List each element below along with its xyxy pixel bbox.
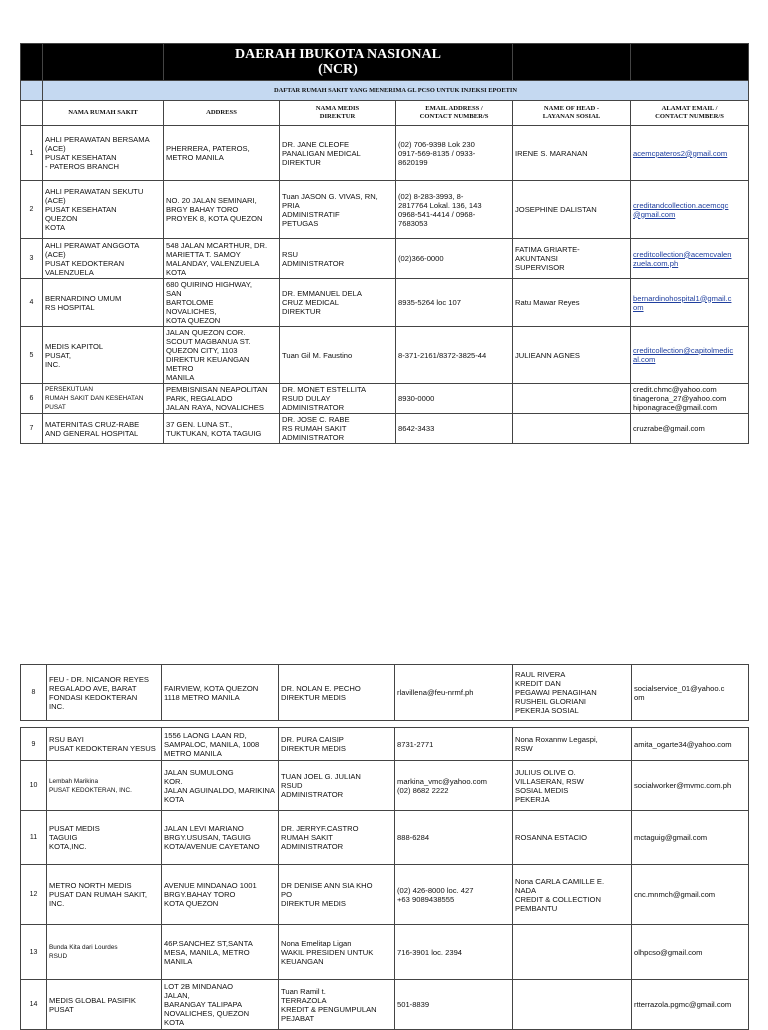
- social-service-head: IRENE S. MARANAN: [513, 126, 631, 181]
- row-number: 6: [21, 384, 43, 414]
- social-service-head: [513, 414, 631, 444]
- medical-director: DR. MONET ESTELLITA RSUD DULAY ADMINISTRATOR: [280, 384, 396, 414]
- table-row: [21, 865, 749, 925]
- table-row: [21, 414, 749, 444]
- row-number: 1: [21, 126, 43, 181]
- hospital-address: 46P.SANCHEZ ST,SANTA MESA, MANILA, METRO MANILA: [162, 925, 279, 980]
- page-title: DAERAH IBUKOTA NASIONAL (NCR): [164, 44, 513, 81]
- email-contact[interactable]: bernardinohospital1@gmail.c om: [631, 279, 749, 327]
- social-service-head: Nona CARLA CAMILLE E. NADA CREDIT & COLLECTION PEMBANTU: [513, 865, 632, 925]
- social-service-head: FATIMA GRIARTE- AKUNTANSI SUPERVISOR: [513, 239, 631, 279]
- email-contact: cnc.mnmch@gmail.com: [632, 865, 749, 925]
- medical-director: Tuan JASON G. VIVAS, RN, PRIA ADMINISTRATIF PETUGAS: [280, 181, 396, 239]
- hospital-name: AHLI PERAWATAN SEKUTU (ACE) PUSAT KESEHATAN QUEZON KOTA: [43, 181, 164, 239]
- table-row: [21, 980, 749, 1030]
- hospital-table-bottom-b: [20, 727, 749, 1030]
- social-service-head: [513, 980, 632, 1030]
- row-number: 14: [21, 980, 47, 1030]
- hospital-table-bottom-a: [20, 664, 749, 721]
- table-row: [21, 384, 749, 414]
- contact-number: rlavillena@feu-nrmf.ph: [395, 665, 513, 721]
- medical-director: DR. NOLAN E. PECHO DIREKTUR MEDIS: [279, 665, 395, 721]
- contact-number: 8731-2771: [395, 728, 513, 761]
- page-subtitle: DAFTAR RUMAH SAKIT YANG MENERIMA GL PCSO UNTUK INJEKSI EPOETIN: [43, 81, 749, 101]
- contact-number: 8642-3433: [396, 414, 513, 444]
- email-contact[interactable]: acemcpateros2@gmail.com: [631, 126, 749, 181]
- hospital-address: PEMBISNISAN NEAPOLITAN PARK, REGALADO JALAN RAYA, NOVALICHES: [164, 384, 280, 414]
- header-director: NAMA MEDIS DIREKTUR: [280, 101, 396, 126]
- hospital-name: PUSAT MEDIS TAGUIG KOTA,INC.: [47, 811, 162, 865]
- row-number: 9: [21, 728, 47, 761]
- email-contact: socialservice_01@yahoo.c om: [632, 665, 749, 721]
- header-head: NAME OF HEAD - LAYANAN SOSIAL: [513, 101, 631, 126]
- medical-director: DR. JERRYF.CASTRO RUMAH SAKIT ADMINISTRATOR: [279, 811, 395, 865]
- hospital-address: 37 GEN. LUNA ST., TUKTUKAN, KOTA TAGUIG: [164, 414, 280, 444]
- social-service-head: RAUL RIVERA KREDIT DAN PEGAWAI PENAGIHAN RUSHEIL GLORIANI PEKERJA SOSIAL: [513, 665, 632, 721]
- email-contact: cruzrabe@gmail.com: [631, 414, 749, 444]
- header-address: ADDRESS: [164, 101, 280, 126]
- table-row: [21, 327, 749, 384]
- contact-number: (02) 426-8000 loc. 427 +63 9089438555: [395, 865, 513, 925]
- hospital-address: FAIRVIEW, KOTA QUEZON 1118 METRO MANILA: [162, 665, 279, 721]
- header-email: ALAMAT EMAIL / CONTACT NUMBER/S: [631, 101, 749, 126]
- table-row: [21, 925, 749, 980]
- hospital-name: AHLI PERAWAT ANGGOTA (ACE) PUSAT KEDOKTERAN VALENZUELA: [43, 239, 164, 279]
- social-service-head: Nona Roxannw Legaspi, RSW: [513, 728, 632, 761]
- medical-director: Tuan Ramil t. TERRAZOLA KREDIT & PENGUMPULAN PEJABAT: [279, 980, 395, 1030]
- social-service-head: Ratu Mawar Reyes: [513, 279, 631, 327]
- hospital-address: 548 JALAN MCARTHUR, DR. MARIETTA T. SAMOY MALANDAY, VALENZUELA KOTA: [164, 239, 280, 279]
- hospital-name: FEU - DR. NICANOR REYES REGALADO AVE, BARAT FONDASI KEDOKTERAN INC.: [47, 665, 162, 721]
- hospital-address: JALAN SUMULONG KOR. JALAN AGUINALDO, MARIKINA KOTA: [162, 761, 279, 811]
- table-row: [21, 665, 749, 721]
- medical-director: DR DENISE ANN SIA KHO PO DIREKTUR MEDIS: [279, 865, 395, 925]
- hospital-name: MATERNITAS CRUZ-RABE AND GENERAL HOSPITAL: [43, 414, 164, 444]
- medical-director: Nona Emelitap Ligan WAKIL PRESIDEN UNTUK KEUANGAN: [279, 925, 395, 980]
- medical-director: TUAN JOEL G. JULIAN RSUD ADMINISTRATOR: [279, 761, 395, 811]
- contact-number: (02) 8-283-3993, 8- 2817764 Lokal. 136, 143 0968-541-4414 / 0968- 7683053: [396, 181, 513, 239]
- hospital-address: LOT 2B MINDANAO JALAN, BARANGAY TALIPAPA NOVALICHES, QUEZON KOTA: [162, 980, 279, 1030]
- table-row: [21, 126, 749, 181]
- hospital-address: PHERRERA, PATEROS, METRO MANILA: [164, 126, 280, 181]
- hospital-name: METRO NORTH MEDIS PUSAT DAN RUMAH SAKIT, INC.: [47, 865, 162, 925]
- table-row: [21, 811, 749, 865]
- contact-number: markina_vmc@yahoo.com (02) 8682 2222: [395, 761, 513, 811]
- header-contact: EMAIL ADDRESS / CONTACT NUMBER/S: [396, 101, 513, 126]
- hospital-address: JALAN QUEZON COR. SCOUT MAGBANUA ST. QUEZON CITY, 1103 DIREKTUR KEUANGAN METRO MANILA: [164, 327, 280, 384]
- row-number: 4: [21, 279, 43, 327]
- table-row: [21, 181, 749, 239]
- email-contact[interactable]: creditandcollection.acemcqc @gmail.com: [631, 181, 749, 239]
- email-contact: olhpcso@gmail.com: [632, 925, 749, 980]
- row-number: 10: [21, 761, 47, 811]
- header-hospital: NAMA RUMAH SAKIT: [43, 101, 164, 126]
- email-contact: socialworker@mvmc.com.ph: [632, 761, 749, 811]
- email-contact[interactable]: creditcollection@capitolmedic al.com: [631, 327, 749, 384]
- contact-number: 8-371-2161/8372-3825-44: [396, 327, 513, 384]
- email-contact[interactable]: creditcollection@acemcvalen zuela.com.ph: [631, 239, 749, 279]
- hospital-name: MEDIS GLOBAL PASIFIK PUSAT: [47, 980, 162, 1030]
- social-service-head: [513, 925, 632, 980]
- hospital-address: JALAN LEVI MARIANO BRGY.USUSAN, TAGUIG KOTA/AVENUE CAYETANO: [162, 811, 279, 865]
- email-contact: mctaguig@gmail.com: [632, 811, 749, 865]
- email-contact: rtterrazola.pgmc@gmail.com: [632, 980, 749, 1030]
- row-number: 3: [21, 239, 43, 279]
- row-number: 7: [21, 414, 43, 444]
- medical-director: Tuan Gil M. Faustino: [280, 327, 396, 384]
- hospital-name: Bunda Kita dari Lourdes RSUD: [47, 925, 162, 980]
- medical-director: DR. JOSE C. RABE RS RUMAH SAKIT ADMINISTRATOR: [280, 414, 396, 444]
- contact-number: 716-3901 loc. 2394: [395, 925, 513, 980]
- email-contact: amita_ogarte34@yahoo.com: [632, 728, 749, 761]
- row-number: 8: [21, 665, 47, 721]
- hospital-name: Lembah Marikina PUSAT KEDOKTERAN, INC.: [47, 761, 162, 811]
- email-contact: credit.chmc@yahoo.com tinagerona_27@yahoo.com hiponagrace@gmail.com: [631, 384, 749, 414]
- row-number: 11: [21, 811, 47, 865]
- contact-number: 8930-0000: [396, 384, 513, 414]
- medical-director: DR. JANE CLEOFE PANALIGAN MEDICAL DIREKTUR: [280, 126, 396, 181]
- hospital-name: RSU BAYI PUSAT KEDOKTERAN YESUS: [47, 728, 162, 761]
- social-service-head: JULIEANN AGNES: [513, 327, 631, 384]
- social-service-head: [513, 384, 631, 414]
- row-number: 5: [21, 327, 43, 384]
- row-number: 2: [21, 181, 43, 239]
- hospital-table-top: [20, 43, 749, 444]
- social-service-head: ROSANNA ESTACIO: [513, 811, 632, 865]
- contact-number: 501-8839: [395, 980, 513, 1030]
- medical-director: DR. EMMANUEL DELA CRUZ MEDICAL DIREKTUR: [280, 279, 396, 327]
- hospital-address: AVENUE MINDANAO 1001 BRGY.BAHAY TORO KOTA QUEZON: [162, 865, 279, 925]
- medical-director: DR. PURA CAISIP DIREKTUR MEDIS: [279, 728, 395, 761]
- row-number: 13: [21, 925, 47, 980]
- contact-number: 888-6284: [395, 811, 513, 865]
- hospital-name: PERSEKUTUAN RUMAH SAKIT DAN KESEHATAN PUSAT: [43, 384, 164, 414]
- hospital-name: AHLI PERAWATAN BERSAMA (ACE) PUSAT KESEHATAN - PATEROS BRANCH: [43, 126, 164, 181]
- contact-number: (02)366-0000: [396, 239, 513, 279]
- hospital-address: NO. 20 JALAN SEMINARI, BRGY BAHAY TORO PROYEK 8, KOTA QUEZON: [164, 181, 280, 239]
- row-number: 12: [21, 865, 47, 925]
- hospital-address: 680 QUIRINO HIGHWAY, SAN BARTOLOME NOVALICHES, KOTA QUEZON: [164, 279, 280, 327]
- hospital-address: 1556 LAONG LAAN RD, SAMPALOC, MANILA, 1008 METRO MANILA: [162, 728, 279, 761]
- hospital-name: MEDIS KAPITOL PUSAT, INC.: [43, 327, 164, 384]
- contact-number: 8935-5264 loc 107: [396, 279, 513, 327]
- contact-number: (02) 706-9398 Lok 230 0917-569-8135 / 0933- 8620199: [396, 126, 513, 181]
- social-service-head: JULIUS OLIVE O. VILLASERAN, RSW SOSIAL MEDIS PEKERJA: [513, 761, 632, 811]
- medical-director: RSU ADMINISTRATOR: [280, 239, 396, 279]
- hospital-name: BERNARDINO UMUM RS HOSPITAL: [43, 279, 164, 327]
- table-row: [21, 239, 749, 279]
- table-row: [21, 728, 749, 761]
- table-row: [21, 279, 749, 327]
- social-service-head: JOSEPHINE DALISTAN: [513, 181, 631, 239]
- table-row: [21, 761, 749, 811]
